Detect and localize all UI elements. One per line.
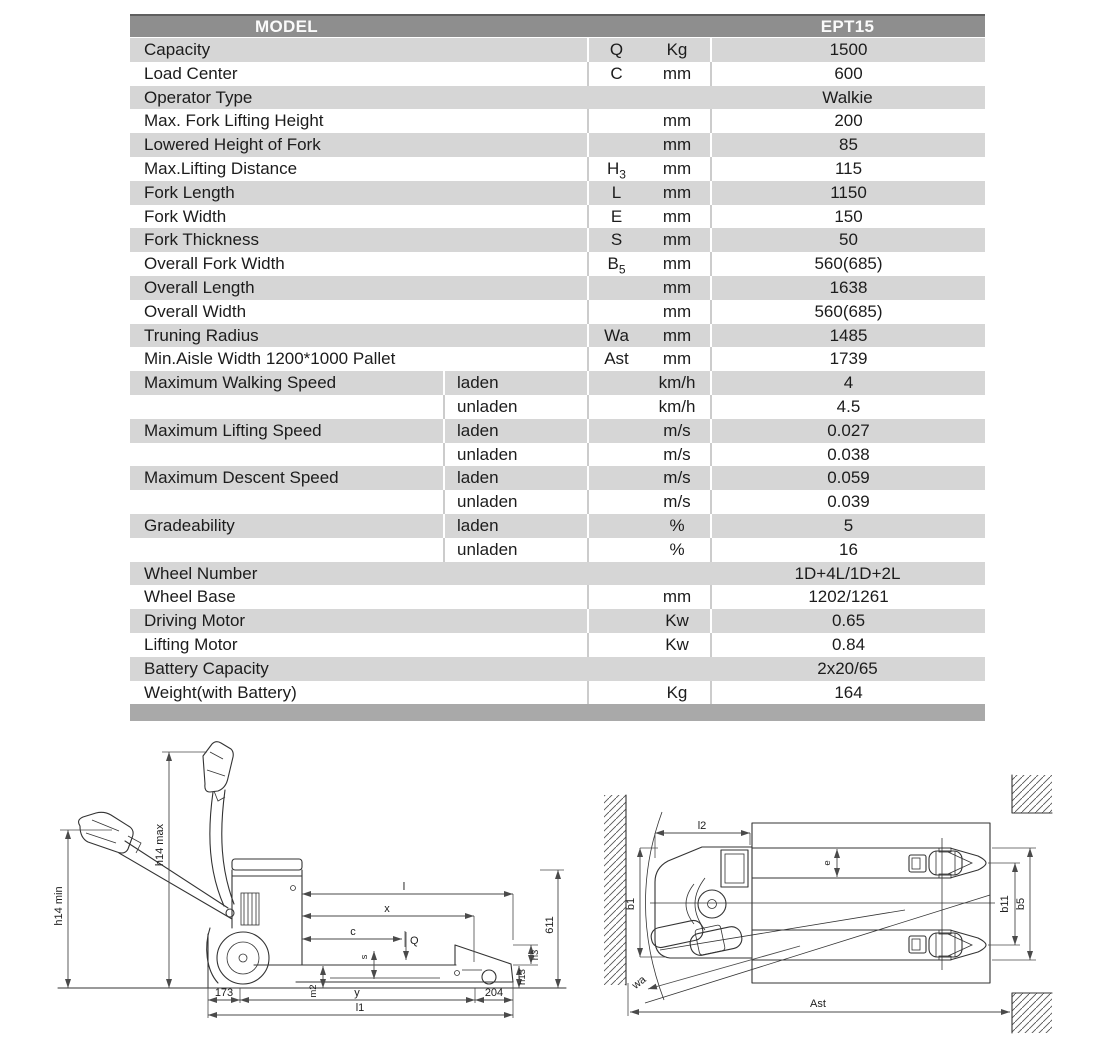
row-symbol — [589, 133, 644, 157]
row-name: Wheel Number — [144, 563, 258, 583]
row-symbol — [589, 300, 644, 324]
row-unit: mm — [662, 158, 692, 178]
row-unit: mm — [662, 111, 692, 131]
dim-label-c: c — [350, 926, 356, 938]
row-symbol — [589, 681, 644, 705]
row-name: Maximum Walking Speed — [144, 373, 337, 393]
table-row — [130, 276, 985, 300]
table-row — [130, 324, 985, 348]
dim-label-h14min: h14 min — [53, 886, 65, 926]
wall-hatch — [604, 795, 626, 985]
row-value: 4 — [710, 371, 985, 395]
dim-label-e: e — [822, 860, 833, 866]
row-symbol-unit — [587, 205, 710, 229]
row-symbol-unit — [587, 466, 710, 490]
row-value: 0.059 — [710, 466, 985, 490]
table-row — [130, 585, 985, 609]
row-unit: m/s — [663, 492, 691, 512]
row-value: 115 — [710, 157, 985, 181]
dim-label-l: l — [402, 881, 406, 893]
row-symbol — [589, 538, 644, 562]
row-name: Overall Fork Width — [144, 254, 285, 274]
row-name: Weight(with Battery) — [144, 682, 297, 702]
dim-label-611: 611 — [544, 916, 556, 934]
row-name: Battery Capacity — [144, 658, 269, 678]
row-symbol-unit — [587, 228, 710, 252]
row-name: Capacity — [144, 40, 211, 59]
row-symbol — [589, 371, 644, 395]
table-row — [130, 86, 985, 110]
row-name: Truning Radius — [144, 325, 259, 345]
header-model-label: MODEL — [255, 16, 318, 36]
row-symbol-unit — [587, 347, 710, 371]
row-name: Wheel Base — [144, 587, 236, 607]
row-symbol-unit — [587, 490, 710, 514]
row-sub-label: unladen — [443, 443, 587, 467]
row-unit: m/s — [663, 468, 691, 488]
spec-table-body — [130, 38, 985, 704]
row-value: 50 — [710, 228, 985, 252]
row-name — [130, 443, 443, 467]
row-unit: mm — [662, 254, 692, 274]
row-unit: mm — [662, 587, 692, 607]
row-unit: mm — [662, 182, 692, 202]
row-value: 1150 — [710, 181, 985, 205]
dim-label-m2: m2 — [308, 984, 319, 998]
row-symbol-unit — [587, 157, 710, 181]
dim-label-b5: b5 — [1015, 897, 1027, 911]
row-symbol-unit — [587, 62, 710, 86]
row-sub-label: laden — [443, 371, 587, 395]
row-unit: mm — [662, 230, 692, 250]
table-row — [130, 181, 985, 205]
row-value: 0.84 — [710, 633, 985, 657]
table-row — [130, 657, 985, 681]
dim-label-h13: h13 — [517, 969, 528, 985]
row-unit: % — [669, 539, 685, 559]
spec-table-header — [130, 14, 985, 38]
table-row — [130, 419, 985, 443]
row-name: Lifting Motor — [144, 634, 238, 654]
row-unit: % — [669, 515, 685, 535]
table-row — [130, 681, 985, 705]
table-row — [130, 300, 985, 324]
row-symbol — [589, 490, 644, 514]
dim-label-h14max: h14 max — [154, 823, 166, 867]
row-symbol — [589, 633, 644, 657]
row-symbol-unit — [587, 514, 710, 538]
row-value: 1D+4L/1D+2L — [794, 563, 901, 583]
row-symbol: Ast — [604, 349, 629, 369]
table-row — [130, 609, 985, 633]
row-symbol-unit — [587, 133, 710, 157]
table-row — [130, 62, 985, 86]
row-value: 5 — [710, 514, 985, 538]
row-unit: mm — [662, 135, 692, 155]
table-row — [130, 633, 985, 657]
row-name: Maximum Lifting Speed — [144, 420, 322, 440]
row-symbol — [589, 585, 644, 609]
row-value: 200 — [710, 109, 985, 133]
row-symbol: C — [610, 63, 623, 83]
row-value: 164 — [710, 681, 985, 705]
row-name: Fork Length — [144, 182, 235, 202]
row-unit: mm — [662, 301, 692, 321]
row-value: 1485 — [710, 324, 985, 348]
row-sub-label: unladen — [443, 395, 587, 419]
row-name: Operator Type — [144, 87, 253, 107]
row-value: 0.039 — [710, 490, 985, 514]
row-symbol-unit — [587, 395, 710, 419]
row-symbol — [589, 109, 644, 133]
row-symbol — [589, 419, 644, 443]
row-symbol-unit — [587, 609, 710, 633]
row-sub-label: laden — [443, 466, 587, 490]
row-symbol-unit — [587, 181, 710, 205]
row-symbol-unit — [587, 419, 710, 443]
row-value: 16 — [710, 538, 985, 562]
table-row — [130, 395, 985, 419]
row-sub-label: unladen — [443, 538, 587, 562]
row-symbol — [589, 395, 644, 419]
row-value: 0.027 — [710, 419, 985, 443]
row-value: 2x20/65 — [817, 658, 878, 678]
dim-label-wa: wa — [629, 973, 649, 992]
row-symbol-unit — [587, 324, 710, 348]
row-name: Driving Motor — [144, 611, 246, 631]
table-row — [130, 205, 985, 229]
row-symbol-unit — [587, 681, 710, 705]
row-value: 150 — [710, 205, 985, 229]
row-symbol: L — [611, 182, 622, 202]
row-symbol — [589, 443, 644, 467]
row-symbol — [589, 514, 644, 538]
row-unit: km/h — [658, 396, 696, 416]
table-row — [130, 347, 985, 371]
row-value: 1202/1261 — [710, 585, 985, 609]
row-unit: m/s — [663, 420, 691, 440]
row-unit: mm — [662, 206, 692, 226]
row-sub-label: unladen — [443, 490, 587, 514]
row-sub-label: laden — [443, 514, 587, 538]
row-name: Overall Length — [144, 277, 255, 297]
row-symbol: Q — [609, 40, 624, 59]
row-symbol: Wa — [604, 325, 629, 345]
top-view-drawing — [604, 775, 1052, 1033]
table-row — [130, 490, 985, 514]
row-symbol-unit — [587, 371, 710, 395]
row-name: Min.Aisle Width 1200*1000 Pallet — [144, 349, 396, 369]
row-sub-label: laden — [443, 419, 587, 443]
technical-drawings — [0, 735, 1116, 1040]
row-value: 560(685) — [710, 252, 985, 276]
spec-table-footer-bar — [130, 704, 985, 721]
spec-table — [130, 14, 985, 721]
row-name — [130, 538, 443, 562]
dim-label-l1: l1 — [355, 1002, 365, 1014]
dim-label-l2: l2 — [697, 820, 707, 832]
row-symbol-unit — [587, 300, 710, 324]
table-row — [130, 514, 985, 538]
row-symbol-unit — [587, 443, 710, 467]
row-value: 4.5 — [710, 395, 985, 419]
row-name: Gradeability — [144, 515, 235, 535]
row-unit: Kw — [665, 634, 689, 654]
row-value: 1500 — [710, 38, 985, 62]
row-unit: Kg — [666, 682, 688, 702]
row-symbol: $H_3$ — [607, 158, 626, 181]
dim-label-ast: Ast — [810, 998, 826, 1010]
row-symbol: S — [610, 230, 623, 250]
row-unit: mm — [662, 277, 692, 297]
table-row — [130, 466, 985, 490]
row-name: Load Center — [144, 63, 238, 83]
side-view-drawing — [53, 742, 566, 1018]
table-row — [130, 157, 985, 181]
table-row — [130, 38, 985, 62]
table-row — [130, 562, 985, 586]
table-row — [130, 371, 985, 395]
row-value: 0.65 — [710, 609, 985, 633]
dim-label-h3: h3 — [530, 949, 541, 961]
header-model-value: EPT15 — [820, 16, 875, 36]
row-symbol-unit — [587, 276, 710, 300]
row-name — [130, 490, 443, 514]
table-row — [130, 109, 985, 133]
dim-label-q: Q — [410, 935, 419, 947]
row-symbol-unit — [587, 109, 710, 133]
row-name: Overall Width — [144, 301, 247, 321]
row-value: 600 — [710, 62, 985, 86]
row-symbol: $B_5$ — [607, 254, 626, 276]
row-symbol-unit — [587, 585, 710, 609]
dim-label-b11: b11 — [999, 895, 1011, 913]
table-row — [130, 443, 985, 467]
table-row — [130, 538, 985, 562]
row-unit: m/s — [663, 444, 691, 464]
row-name: Max.Lifting Distance — [144, 158, 298, 178]
row-value: 85 — [710, 133, 985, 157]
row-symbol-unit — [587, 38, 710, 62]
row-symbol — [589, 276, 644, 300]
row-value: Walkie — [822, 87, 873, 107]
row-unit: km/h — [658, 373, 696, 393]
row-value: 560(685) — [710, 300, 985, 324]
row-name: Maximum Descent Speed — [144, 468, 339, 488]
aisle-corner-hatch-top — [1012, 775, 1052, 813]
row-symbol — [589, 609, 644, 633]
table-row — [130, 228, 985, 252]
row-value: 1638 — [710, 276, 985, 300]
row-symbol-unit — [587, 538, 710, 562]
row-name: Fork Thickness — [144, 230, 259, 250]
row-name: Max. Fork Lifting Height — [144, 111, 324, 131]
row-unit: mm — [662, 325, 692, 345]
row-unit: Kg — [666, 40, 688, 59]
row-unit: mm — [662, 349, 692, 369]
dim-label-204: 204 — [484, 987, 504, 999]
row-unit: Kw — [665, 611, 689, 631]
row-symbol: E — [610, 206, 623, 226]
row-name: Fork Width — [144, 206, 227, 226]
row-name — [130, 395, 443, 419]
row-unit: mm — [662, 63, 692, 83]
dim-label-y: y — [354, 987, 360, 999]
row-symbol-unit — [587, 633, 710, 657]
dim-label-b1: b1 — [625, 897, 637, 911]
row-symbol-unit — [587, 252, 710, 276]
dim-label-s: s — [359, 954, 370, 960]
table-row — [130, 133, 985, 157]
row-symbol — [589, 466, 644, 490]
table-row — [130, 252, 985, 276]
row-value: 0.038 — [710, 443, 985, 467]
dim-label-173: 173 — [214, 987, 234, 999]
row-name: Lowered Height of Fork — [144, 135, 321, 155]
dim-label-x: x — [384, 903, 390, 915]
aisle-corner-hatch-bottom — [1012, 993, 1052, 1033]
row-value: 1739 — [710, 347, 985, 371]
